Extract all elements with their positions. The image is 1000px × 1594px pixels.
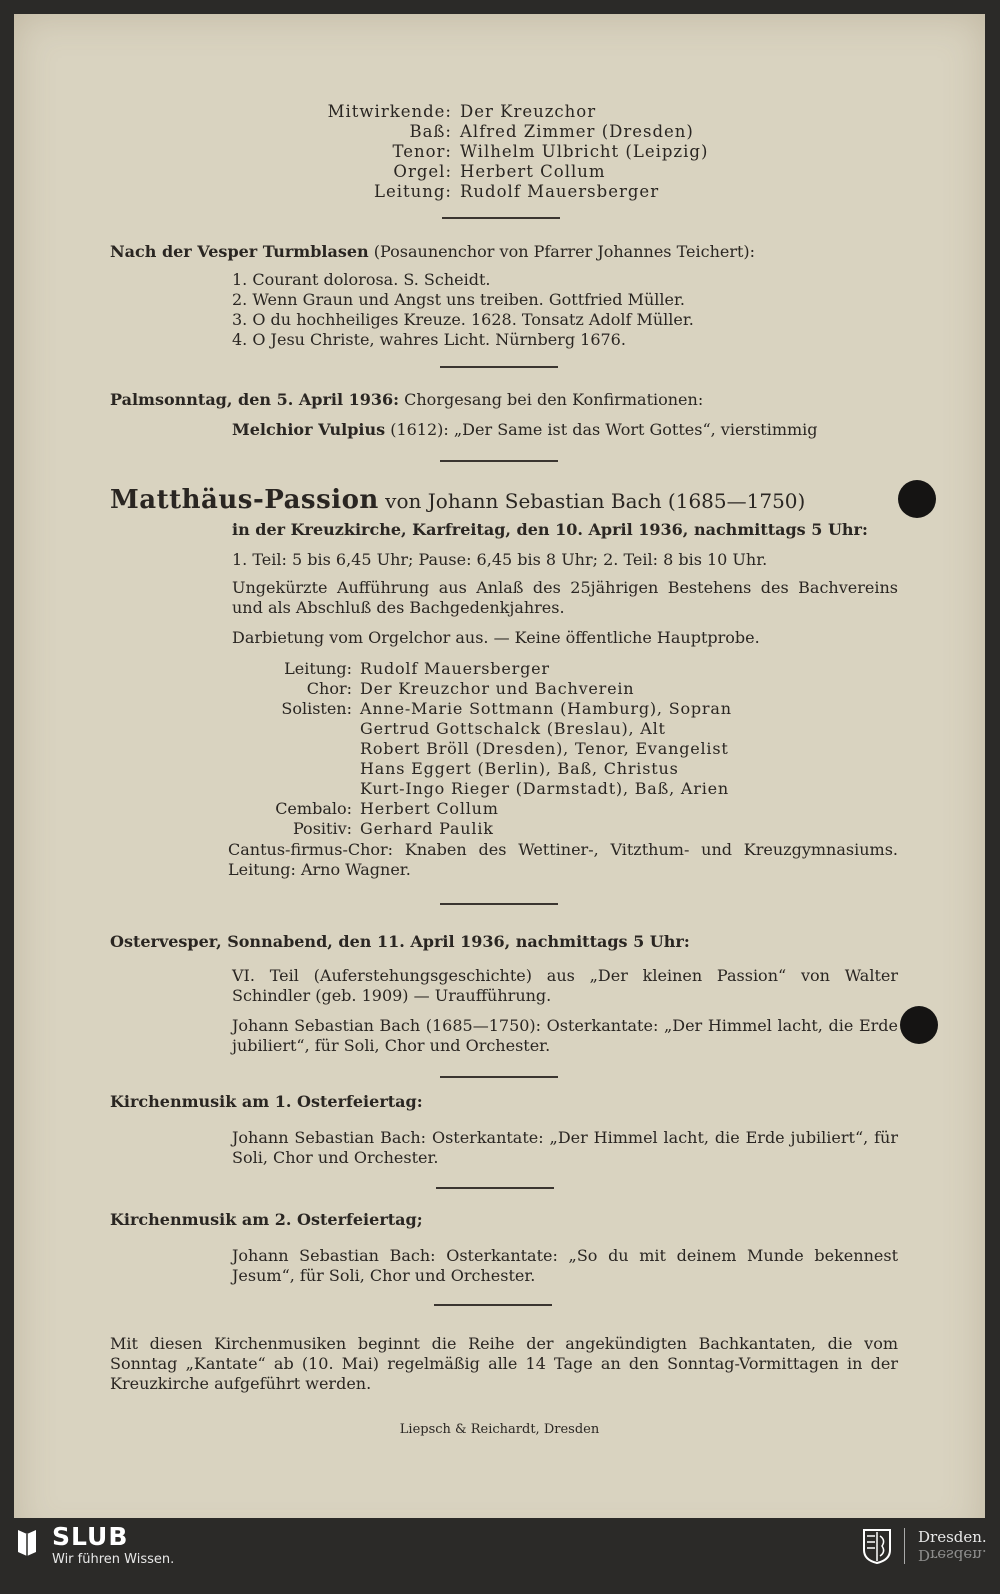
ostervesper-p1: VI. Teil (Auferstehungsgeschichte) aus „Der kleinen Passion“ von Walter Schindler (geb. 1909) — Uraufführung. xyxy=(232,966,898,1005)
performer-row xyxy=(234,759,914,779)
document-page xyxy=(14,14,985,1544)
palm-work: (1612): „Der Same ist das Wort Gottes“, vierstimmig xyxy=(385,420,818,439)
footer-city[interactable]: Dresden. xyxy=(918,1528,987,1546)
footer-city-mirror: Dresden. xyxy=(918,1546,987,1564)
performer-row xyxy=(234,679,914,699)
divider xyxy=(440,1076,558,1078)
credit-row xyxy=(14,102,985,122)
performer-label xyxy=(234,779,352,799)
performer-value: Anne-Marie Sottmann (Hamburg), Sopran xyxy=(360,699,732,718)
palm-line xyxy=(232,420,818,440)
performer-value: Der Kreuzchor und Bachverein xyxy=(360,679,635,698)
passion-title: Matthäus-Passion xyxy=(110,485,379,515)
palm-heading-bold: Palmsonntag, den 5. April 1936: xyxy=(110,390,400,409)
performer-label: Leitung: xyxy=(284,659,352,678)
divider xyxy=(442,217,560,219)
performer-value: Rudolf Mauersberger xyxy=(360,659,550,678)
passion-venue: Darbietung vom Orgelchor aus. — Keine öffentliche Hauptprobe. xyxy=(232,628,760,647)
credit-value: Herbert Collum xyxy=(460,162,606,181)
passion-times: 1. Teil: 5 bis 6,45 Uhr; Pause: 6,45 bis 8 Uhr; 2. Teil: 8 bis 10 Uhr. xyxy=(232,550,768,569)
performer-label: Positiv: xyxy=(292,819,352,838)
credit-row xyxy=(14,162,985,182)
list-item: 4. O Jesu Christe, wahres Licht. Nürnberg 1676. xyxy=(232,330,626,349)
performer-row xyxy=(234,779,914,799)
list-item: 2. Wenn Graun und Angst uns treiben. Gottfried Müller. xyxy=(232,290,685,309)
cantus-label: Cantus-firmus-Chor: xyxy=(228,840,394,859)
performer-value: Robert Bröll (Dresden), Tenor, Evangelist xyxy=(360,739,729,758)
performer-label xyxy=(234,759,352,779)
oster2-text: Johann Sebastian Bach: Osterkantate: „So du mit deinem Munde bekennest Jesum“, für Soli, Chor und Orchester. xyxy=(232,1246,898,1285)
credit-value: Wilhelm Ulbricht (Leipzig) xyxy=(460,142,709,161)
performer-value: Gerhard Paulik xyxy=(360,819,494,838)
vesper-heading xyxy=(110,242,755,262)
credit-label: Leitung: xyxy=(373,182,452,201)
divider xyxy=(440,366,558,368)
credit-label: Orgel: xyxy=(393,162,452,181)
credit-label: Baß: xyxy=(409,122,452,141)
vesper-heading-bold: Nach der Vesper Turmblasen xyxy=(110,242,369,261)
performer-row xyxy=(234,699,914,719)
oster1-text: Johann Sebastian Bach: Osterkantate: „Der Himmel lacht, die Erde jubiliert“, für Soli, Chor und Orchester. xyxy=(232,1128,898,1167)
cantus-value: Knaben des Wettiner-, Vitzthum- und Kreuzgymnasiums. Leitung: Arno Wagner. xyxy=(228,840,898,879)
vesper-list xyxy=(232,270,694,350)
performer-value: Kurt-Ingo Rieger (Darmstadt), Baß, Arien xyxy=(360,779,729,798)
credit-label: Tenor: xyxy=(392,142,452,161)
palm-composer: Melchior Vulpius xyxy=(232,420,386,439)
footer-brand[interactable]: SLUB xyxy=(52,1522,129,1551)
passion-composer: von Johann Sebastian Bach (1685—1750) xyxy=(378,489,806,513)
performer-row xyxy=(234,799,914,819)
divider xyxy=(434,1304,552,1306)
credit-value: Rudolf Mauersberger xyxy=(460,182,660,201)
ostervesper-p2: Johann Sebastian Bach (1685—1750): Osterkantate: „Der Himmel lacht, die Erde jubiliert“, für Soli, Chor und Orchester. xyxy=(232,1016,898,1055)
list-item: 3. O du hochheiliges Kreuze. 1628. Tonsatz Adolf Müller. xyxy=(232,310,694,329)
footer-tagline: Wir führen Wissen. xyxy=(52,1552,175,1567)
vesper-heading-rest: (Posaunenchor von Pfarrer Johannes Teichert): xyxy=(368,242,756,261)
performer-row xyxy=(234,719,914,739)
credit-row xyxy=(14,142,985,162)
punch-hole xyxy=(898,480,936,518)
passion-date: in der Kreuzkirche, Karfreitag, den 10. April 1936, nachmittags 5 Uhr: xyxy=(232,520,868,539)
footer-divider xyxy=(904,1528,905,1564)
credits-block xyxy=(14,102,985,202)
palm-heading-rest: Chorgesang bei den Konfirmationen: xyxy=(399,390,704,409)
performers-block xyxy=(234,659,914,839)
oster1-heading: Kirchenmusik am 1. Osterfeiertag: xyxy=(110,1092,423,1111)
printer-imprint: Liepsch & Reichardt, Dresden xyxy=(399,1422,600,1437)
performer-label: Cembalo: xyxy=(275,799,352,818)
punch-hole xyxy=(900,1006,938,1044)
performer-label xyxy=(234,739,352,759)
oster2-heading: Kirchenmusik am 2. Osterfeiertag; xyxy=(110,1210,423,1229)
credit-value: Alfred Zimmer (Dresden) xyxy=(460,122,694,141)
list-item: 1. Courant dolorosa. S. Scheidt. xyxy=(232,270,491,289)
performer-row xyxy=(234,659,914,679)
passion-note: Ungekürzte Aufführung aus Anlaß des 25jährigen Bestehens des Bachvereins und als Abschluß des Bachgedenkjahres. xyxy=(232,578,898,617)
credit-row xyxy=(14,182,985,202)
credit-row xyxy=(14,122,985,142)
divider xyxy=(440,460,558,462)
performer-row xyxy=(234,819,914,839)
performer-row xyxy=(234,739,914,759)
performer-value: Gertrud Gottschalck (Breslau), Alt xyxy=(360,719,666,738)
performer-label xyxy=(234,719,352,739)
divider xyxy=(440,903,558,905)
cantus-firmus xyxy=(228,840,898,880)
book-icon xyxy=(16,1526,38,1556)
crest-icon xyxy=(862,1528,892,1564)
performer-label: Chor: xyxy=(306,679,352,698)
passion-title-row xyxy=(110,484,805,517)
palm-heading xyxy=(110,390,703,410)
closing-paragraph: Mit diesen Kirchenmusiken beginnt die Reihe der angekündigten Bachkantaten, die vom Sonntag „Kantate“ ab (10. Mai) regelmäßig alle 14 Tage an den Sonntag-Vormittagen in der Kreuzkirche aufgeführt werden. xyxy=(110,1334,898,1393)
performer-label: Solisten: xyxy=(281,699,352,718)
ostervesper-heading: Ostervesper, Sonnabend, den 11. April 1936, nachmittags 5 Uhr: xyxy=(110,932,690,951)
performer-value: Hans Eggert (Berlin), Baß, Christus xyxy=(360,759,679,778)
performer-value: Herbert Collum xyxy=(360,799,499,818)
divider xyxy=(436,1187,554,1189)
credit-label: Mitwirkende: xyxy=(327,102,452,121)
credit-value: Der Kreuzchor xyxy=(460,102,597,121)
